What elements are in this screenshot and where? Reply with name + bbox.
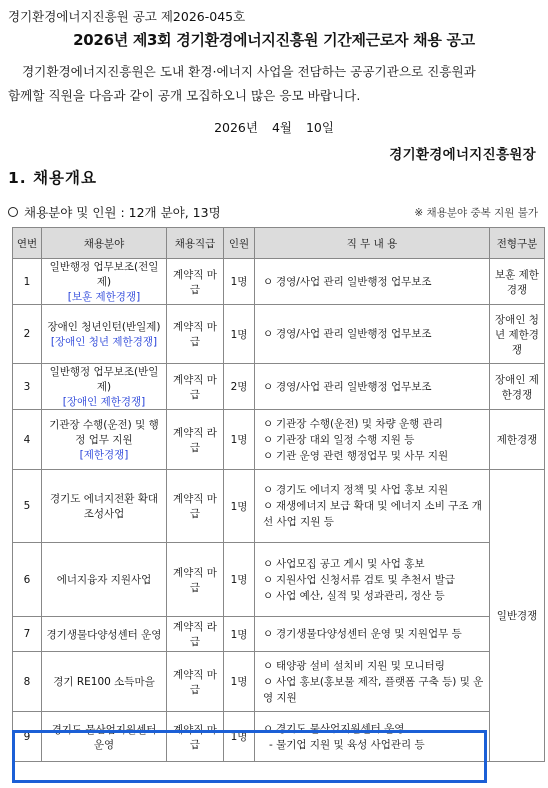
- row-field: 기관장 수행(운전) 및 행정 업무 지원 [제한경쟁]: [42, 410, 167, 470]
- row-count: 1명: [224, 712, 255, 762]
- row-field: 경기생물다양성센터 운영: [42, 617, 167, 652]
- field-tag: [장애인 제한경쟁]: [62, 396, 146, 408]
- row-count: 1명: [224, 305, 255, 364]
- bullet-icon: ㅇ: [263, 275, 274, 288]
- row-type-merged: 일반경쟁: [490, 470, 545, 762]
- row-count: 1명: [224, 410, 255, 470]
- row-grade: 계약직 마급: [167, 712, 224, 762]
- table-row: [13, 543, 545, 617]
- subsection-text: 채용분야 및 인원 : 12개 분야, 13명: [24, 205, 221, 220]
- row-grade: 계약직 마급: [167, 364, 224, 410]
- bullet-icon: ㅇ: [263, 380, 274, 393]
- row-duties: ㅇ 경기생물다양성센터 운영 및 지원업무 등: [255, 617, 490, 652]
- row-grade: 계약직 라급: [167, 410, 224, 470]
- intro-line-2: 함께할 직원을 다음과 같이 공개 모집하오니 많은 응모 바랍니다.: [8, 88, 361, 103]
- table-row: [13, 305, 545, 364]
- row-duties: ㅇ 기관장 수행(운전) 및 차량 운행 관리 ㅇ 기관장 대외 일정 수행 지원 등 ㅇ 기관 운영 관련 행정업무 및 사무 지원: [255, 410, 490, 470]
- row-no: 3: [13, 364, 42, 410]
- row-type: 장애인 제한경쟁: [490, 364, 545, 410]
- row-no: 2: [13, 305, 42, 364]
- duplicate-note: ※ 채용분야 중복 지원 불가: [414, 207, 538, 219]
- subsection-title: [8, 203, 221, 221]
- row-grade: 계약직 마급: [167, 305, 224, 364]
- header-type: 전형구분: [490, 228, 545, 259]
- intro-line-1: 경기환경에너지진흥원은 도내 환경·에너지 사업을 전담하는 공공기관으로 진흥원과: [22, 64, 476, 79]
- table-row: [13, 712, 545, 762]
- row-grade: 계약직 라급: [167, 617, 224, 652]
- circle-bullet-icon: [8, 207, 18, 217]
- row-no: 5: [13, 470, 42, 543]
- bullet-icon: ㅇ: [263, 557, 274, 570]
- row-count: 1명: [224, 543, 255, 617]
- notice-date: 2026년 4월 10일: [214, 120, 334, 135]
- sub-duty: - 물기업 지원 및 육성 사업관리 등: [269, 738, 425, 751]
- header-no: 연번: [13, 228, 42, 259]
- bullet-icon: ㅇ: [263, 573, 274, 586]
- table-row: [13, 410, 545, 470]
- header-field: 채용분야: [42, 228, 167, 259]
- table-row: [13, 259, 545, 305]
- row-duties: ㅇ 사업모집 공고 게시 및 사업 홍보 ㅇ 지원사업 신청서류 검토 및 추천서 발급 ㅇ 사업 예산, 실적 및 성과관리, 정산 등: [255, 543, 490, 617]
- table-row: [13, 652, 545, 712]
- header-count: 인원: [224, 228, 255, 259]
- bullet-icon: ㅇ: [263, 417, 274, 430]
- bullet-icon: ㅇ: [263, 589, 274, 602]
- row-count: 2명: [224, 364, 255, 410]
- row-duties: ㅇ 경기도 에너지 정책 및 사업 홍보 지원 ㅇ 재생에너지 보급 확대 및 에너지 소비 구조 개선 사업 지원 등: [255, 470, 490, 543]
- recruitment-table: [12, 227, 545, 762]
- bullet-icon: ㅇ: [263, 484, 274, 496]
- row-count: 1명: [224, 470, 255, 543]
- row-field: 장애인 청년인턴(반일제) [장애인 청년 제한경쟁]: [42, 305, 167, 364]
- bullet-icon: ㅇ: [263, 722, 274, 735]
- table-header-row: [13, 228, 545, 259]
- bullet-icon: ㅇ: [263, 328, 274, 340]
- row-count: 1명: [224, 259, 255, 305]
- page-title: 2026년 제3회 경기환경에너지진흥원 기간제근로자 채용 공고: [73, 31, 475, 49]
- row-field: 경기도 에너지전환 확대 조성사업: [42, 470, 167, 543]
- row-duties: ㅇ 경영/사업 관리 일반행정 업무보조: [255, 364, 490, 410]
- notice-number: 경기환경에너지진흥원 공고 제2026-045호: [8, 9, 246, 24]
- row-field: 경기도 물산업지원센터 운영: [42, 712, 167, 762]
- row-no: 1: [13, 259, 42, 305]
- row-duties: ㅇ 경영/사업 관리 일반행정 업무보조: [255, 305, 490, 364]
- section-title: 1. 채용개요: [8, 169, 97, 187]
- table-row: [13, 617, 545, 652]
- row-no: 9: [13, 712, 42, 762]
- row-grade: 계약직 마급: [167, 470, 224, 543]
- bullet-icon: ㅇ: [263, 500, 274, 512]
- row-field: 경기 RE100 소득마을: [42, 652, 167, 712]
- bullet-icon: ㅇ: [263, 628, 274, 640]
- row-no: 8: [13, 652, 42, 712]
- row-duties: ㅇ 경영/사업 관리 일반행정 업무보조: [255, 259, 490, 305]
- row-type: 보훈 제한경쟁: [490, 259, 545, 305]
- row-no: 6: [13, 543, 42, 617]
- header-duties: 직 무 내 용: [255, 228, 490, 259]
- field-tag: [장애인 청년 제한경쟁]: [50, 336, 158, 348]
- row-field: 에너지융자 지원사업: [42, 543, 167, 617]
- row-count: 1명: [224, 617, 255, 652]
- field-tag: [보훈 제한경쟁]: [67, 291, 141, 303]
- row-no: 7: [13, 617, 42, 652]
- row-grade: 계약직 마급: [167, 652, 224, 712]
- table-row: [13, 470, 545, 543]
- bullet-icon: ㅇ: [263, 659, 274, 672]
- intro-paragraph: [8, 60, 543, 108]
- header-grade: 채용직급: [167, 228, 224, 259]
- organization-name: 경기환경에너지진흥원장: [389, 147, 536, 163]
- row-field: 일반행정 업무보조(반일제) [장애인 제한경쟁]: [42, 364, 167, 410]
- row-duties: ㅇ 태양광 설비 설치비 지원 및 모니터링 ㅇ 사업 홍보(홍보물 제작, 플랫폼 구축 등) 및 운영 지원: [255, 652, 490, 712]
- bullet-icon: ㅇ: [263, 449, 274, 462]
- bullet-icon: ㅇ: [263, 675, 274, 688]
- table-row: [13, 364, 545, 410]
- row-duties: ㅇ 경기도 물산업지원센터 운영 - 물기업 지원 및 육성 사업관리 등: [255, 712, 490, 762]
- row-grade: 계약직 마급: [167, 543, 224, 617]
- bullet-icon: ㅇ: [263, 433, 274, 446]
- row-field: 일반행정 업무보조(전일제) [보훈 제한경쟁]: [42, 259, 167, 305]
- row-type: 장애인 청년 제한경쟁: [490, 305, 545, 364]
- row-no: 4: [13, 410, 42, 470]
- row-count: 1명: [224, 652, 255, 712]
- field-tag: [제한경쟁]: [79, 449, 129, 461]
- row-grade: 계약직 마급: [167, 259, 224, 305]
- row-type: 제한경쟁: [490, 410, 545, 470]
